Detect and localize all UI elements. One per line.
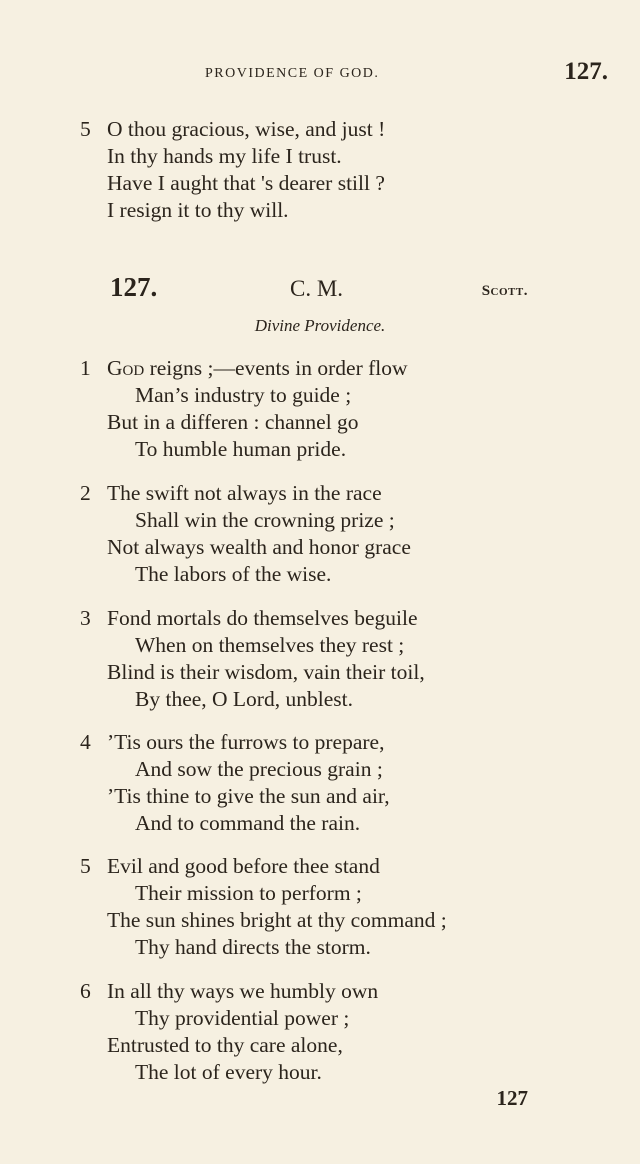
stanza-number: 5 (80, 854, 91, 878)
stanza-line: 5 Evil and good before thee stand (80, 854, 380, 878)
stanza-2 (80, 480, 411, 588)
page-number-top: 127. (564, 58, 608, 85)
stanza-1 (80, 355, 408, 463)
stanza-line: But in a differen : channel go (107, 410, 359, 434)
stanza-line: To humble human pride. (135, 437, 347, 461)
hymn-meter: C. M. (290, 276, 344, 301)
stanza-number: 3 (80, 606, 91, 630)
stanza-line: And to command the rain. (135, 811, 361, 835)
hymn-number: 127. (110, 272, 158, 302)
first-word: God (107, 356, 145, 380)
stanza-4 (80, 729, 390, 837)
stanza-line: 4 ’Tis ours the furrows to prepare, (80, 730, 385, 754)
hymn-author: Scott. (481, 283, 528, 299)
stanza-number: 1 (80, 356, 91, 380)
stanza-line: 6 In all thy ways we humbly own (80, 979, 379, 1003)
stanza-line: Thy hand directs the storm. (135, 935, 371, 959)
stanza-line: The lot of every hour. (135, 1060, 322, 1084)
stanza-number: 2 (80, 481, 91, 505)
stanza-line: 2 The swift not always in the race (80, 481, 382, 505)
stanza-line: In thy hands my life I trust. (107, 144, 342, 168)
stanza-line: And sow the precious grain ; (135, 757, 383, 781)
running-head: PROVIDENCE OF GOD. (205, 66, 380, 81)
stanza-line: Blind is their wisdom, vain their toil, (107, 660, 425, 684)
stanza-line: 5 O thou gracious, wise, and just ! (80, 117, 386, 141)
stanza-line: Have I aught that 's dearer still ? (107, 171, 385, 195)
stanza-line: Man’s industry to guide ; (135, 383, 352, 407)
stanza-line: By thee, O Lord, unblest. (135, 687, 353, 711)
stanza-line: Their mission to perform ; (135, 881, 362, 905)
stanza-line: The labors of the wise. (135, 562, 332, 586)
stanza-line: The sun shines bright at thy command ; (107, 908, 447, 932)
page-number-bottom: 127 (496, 1086, 528, 1110)
stanza-6 (80, 978, 378, 1086)
hymn-title: Divine Providence. (254, 316, 386, 335)
stanza-number: 5 (80, 117, 91, 141)
stanza-number: 4 (80, 730, 91, 754)
stanza-line: When on themselves they rest ; (135, 633, 405, 657)
stanza-line: I resign it to thy will. (107, 198, 289, 222)
stanza-line: Shall win the crowning prize ; (135, 508, 395, 532)
stanza-3 (80, 605, 425, 713)
stanza-number: 6 (80, 979, 91, 1003)
stanza-line: 1 God reigns ;—events in order flow (80, 356, 408, 380)
stanza-line: 3 Fond mortals do themselves beguile (80, 606, 418, 630)
stanza-line: Thy providential power ; (135, 1006, 350, 1030)
stanza-line: ’Tis thine to give the sun and air, (107, 784, 390, 808)
stanza-line: Not always wealth and honor grace (107, 535, 411, 559)
stanza-line: Entrusted to thy care alone, (107, 1033, 343, 1057)
stanza-5 (80, 853, 447, 961)
previous-hymn-stanza-5 (80, 116, 385, 224)
